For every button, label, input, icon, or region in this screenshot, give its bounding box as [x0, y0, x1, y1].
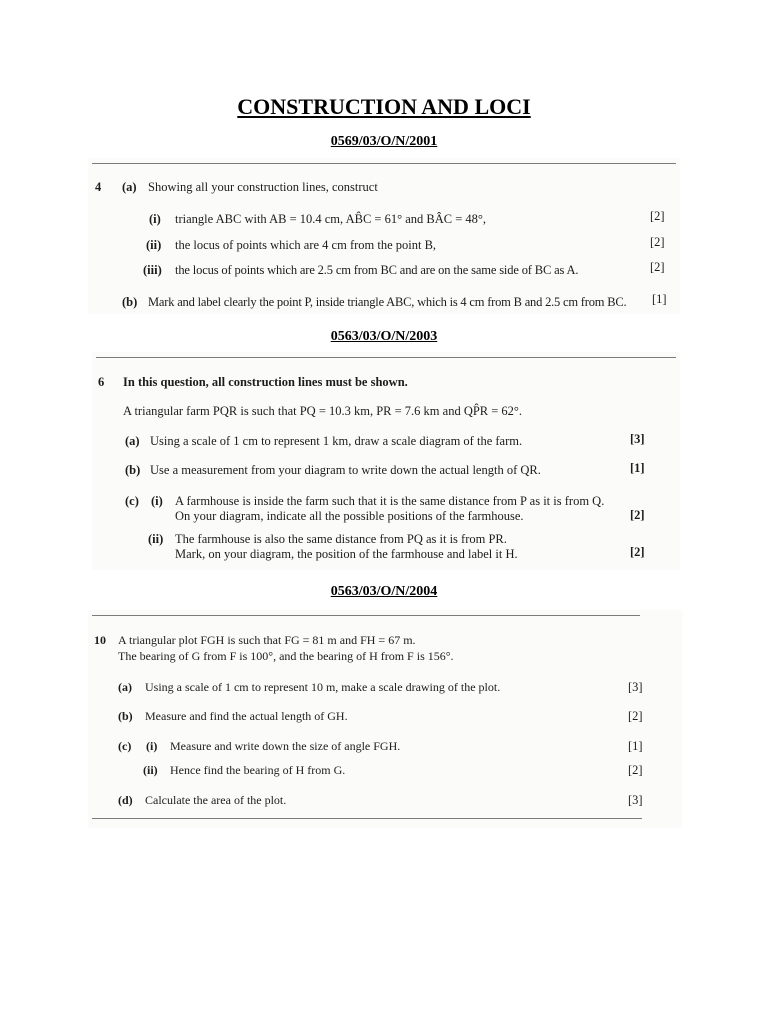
- part-label: (c): [118, 739, 132, 753]
- question-text: Using a scale of 1 cm to represent 10 m, make a scale drawing of the plot.: [145, 680, 501, 694]
- question-text: Use a measurement from your diagram to write down the actual length of QR.: [150, 463, 541, 477]
- question-stem: The bearing of G from F is 100°, and the bearing of H from F is 156°.: [118, 649, 454, 663]
- sub-part-label: (ii): [148, 532, 164, 546]
- question-text: Mark and label clearly the point P, inside triangle ABC, which is 4 cm from B and 2.5 cm from BC.: [148, 295, 627, 309]
- question-text: triangle ABC with AB = 10.4 cm, AB̂C = 61° and BÂC = 48°,: [175, 212, 487, 226]
- mark-allocation: [1]: [628, 739, 643, 753]
- question-text: A farmhouse is inside the farm such that it is the same distance from P as it is from Q.: [175, 494, 605, 508]
- question-number: 6: [98, 375, 105, 389]
- part-label: (ii): [146, 238, 162, 252]
- mark-allocation: [2]: [650, 209, 665, 223]
- question-intro: In this question, all construction lines must be shown.: [123, 375, 408, 389]
- sub-part-label: (i): [151, 494, 163, 508]
- mark-allocation: [2]: [650, 235, 665, 249]
- part-label: (a): [125, 434, 140, 448]
- question-text: Hence find the bearing of H from G.: [170, 763, 346, 777]
- question-text: the locus of points which are 2.5 cm from BC and are on the same side of BC as A.: [175, 263, 579, 277]
- part-label: (c): [125, 494, 139, 508]
- part-label: (b): [122, 295, 138, 309]
- mark-allocation: [2]: [630, 545, 645, 559]
- question-text: On your diagram, indicate all the possible positions of the farmhouse.: [175, 509, 524, 523]
- part-label: (a): [122, 180, 137, 194]
- divider: [96, 357, 676, 358]
- mark-allocation: [2]: [628, 709, 643, 723]
- paper-code-2003: 0563/03/O/N/2003: [330, 329, 438, 344]
- mark-allocation: [2]: [630, 508, 645, 522]
- question-text: The farmhouse is also the same distance from PQ as it is from PR.: [175, 532, 507, 546]
- mark-allocation: [1]: [630, 461, 645, 475]
- question-number: 4: [95, 180, 102, 194]
- question-stem: A triangular plot FGH is such that FG = 81 m and FH = 67 m.: [118, 633, 416, 647]
- question-text: Calculate the area of the plot.: [145, 793, 287, 807]
- part-label: (i): [149, 212, 161, 226]
- question-text: Showing all your construction lines, construct: [148, 180, 378, 194]
- divider: [92, 818, 642, 819]
- paper-code-2004: 0563/03/O/N/2004: [330, 584, 438, 599]
- question-text: Mark, on your diagram, the position of the farmhouse and label it H.: [175, 547, 518, 561]
- part-label: (b): [118, 709, 133, 723]
- question-text: Measure and write down the size of angle FGH.: [170, 739, 401, 753]
- sub-part-label: (i): [146, 739, 158, 753]
- question-text: Measure and find the actual length of GH.: [145, 709, 348, 723]
- part-label: (iii): [143, 263, 162, 277]
- divider: [92, 615, 640, 616]
- mark-allocation: [2]: [628, 763, 643, 777]
- question-text: the locus of points which are 4 cm from the point B,: [175, 238, 437, 252]
- mark-allocation: [3]: [628, 793, 643, 807]
- question-number: 10: [94, 633, 106, 647]
- mark-allocation: [1]: [652, 292, 667, 306]
- question-stem: A triangular farm PQR is such that PQ = 10.3 km, PR = 7.6 km and QP̂R = 62°.: [123, 404, 523, 418]
- part-label: (b): [125, 463, 141, 477]
- mark-allocation: [3]: [630, 432, 645, 446]
- part-label: (a): [118, 680, 132, 694]
- paper-code-2001: 0569/03/O/N/2001: [330, 134, 438, 149]
- divider: [92, 163, 676, 164]
- question-text: Using a scale of 1 cm to represent 1 km, draw a scale diagram of the farm.: [150, 434, 523, 448]
- sub-part-label: (ii): [143, 763, 158, 777]
- page-title: CONSTRUCTION AND LOCI: [237, 94, 531, 119]
- mark-allocation: [2]: [650, 260, 665, 274]
- mark-allocation: [3]: [628, 680, 643, 694]
- part-label: (d): [118, 793, 133, 807]
